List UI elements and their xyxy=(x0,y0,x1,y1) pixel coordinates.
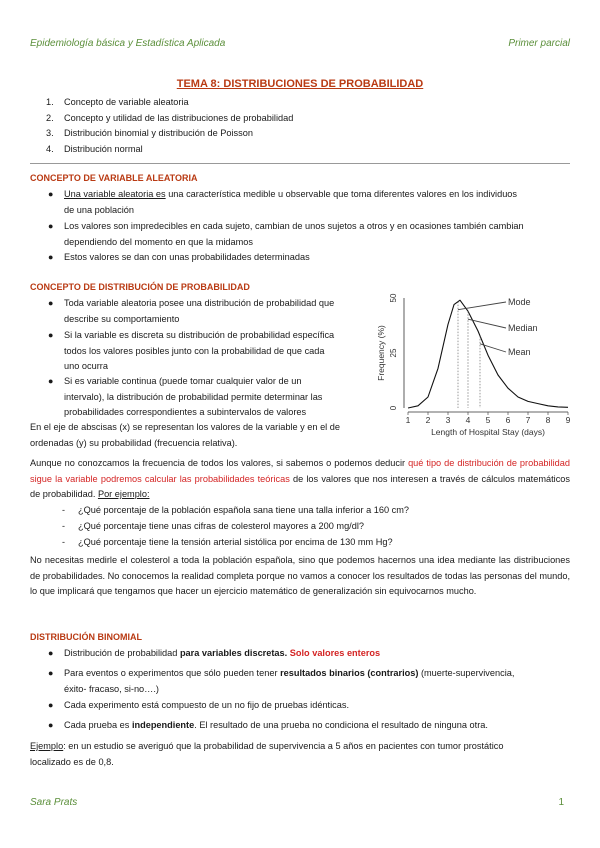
bullet-item: ● Toda variable aleatoria posee una distribución de probabilidad que describe su comportamiento xyxy=(48,298,335,324)
x-tick-label: 9 xyxy=(565,415,571,425)
header-exam: Primer parcial xyxy=(508,38,570,49)
x-tick-label: 5 xyxy=(485,415,491,425)
paragraph-example: Ejemplo: en un estudio se averiguó que la probabilidad de supervivencia a 5 años en pacientes con tumor prostático localizado es de 0,8. xyxy=(30,741,504,767)
bullet-item: ● Cada prueba es independiente. El resultado de una prueba no condiciona el resultado de ninguna otra. xyxy=(48,720,488,730)
toc-item: 1. Concepto de variable aleatoria xyxy=(46,97,189,107)
marker-arrow xyxy=(480,344,506,352)
toc-item: 2. Concepto y utilidad de las distribuciones de probabilidad xyxy=(46,112,294,123)
x-tick-label: 6 xyxy=(505,415,511,425)
y-tick-label: 25 xyxy=(389,348,399,358)
bullet-item: ● Cada experimento está compuesto de un no fijo de pruebas idénticas. xyxy=(48,700,349,710)
bullet-item: ● Si la variable es discreta su distribución de probabilidad específica todos los valores posibles junto con la probabilidad de que cada uno ocurra xyxy=(48,330,335,372)
x-tick-label: 2 xyxy=(425,415,431,425)
dash-item: - ¿Qué porcentaje tiene la tensión arterial sistólica por encima de 130 mm Hg? xyxy=(62,537,393,547)
dash-item: - ¿Qué porcentaje de la población española sana tiene una talla inferior a 160 cm? xyxy=(62,505,409,515)
y-tick-label: 50 xyxy=(389,293,399,303)
toc-item: 4. Distribución normal xyxy=(46,143,143,154)
section-heading-distribucion-probabilidad: CONCEPTO DE DISTRIBUCIÓN DE PROBABILIDAD xyxy=(30,282,250,292)
marker-label: Mean xyxy=(508,347,531,357)
y-tick-label: 0 xyxy=(389,405,399,411)
x-tick-label: 1 xyxy=(405,415,411,425)
x-tick-label: 7 xyxy=(525,415,531,425)
x-tick-label: 4 xyxy=(465,415,471,425)
bullet-item: ● Los valores son impredecibles en cada sujeto, cambian de unos sujetos a otros y en ocasiones también cambian dependiendo del momento en que la midamos xyxy=(48,221,524,247)
x-axis-label: Length of Hospital Stay (days) xyxy=(431,427,545,437)
paragraph-axes: En el eje de abscisas (x) se representan los valores de la variable y en el de ordenadas (y) su probabilidad (frecuencia relativa). xyxy=(30,422,340,448)
bullet-item: ● Estos valores se dan con unas probabilidades determinadas xyxy=(48,252,310,262)
paragraph-probability: Aunque no conozcamos la frecuencia de todos los valores, si sabemos o podemos deducir qué tipo de distribución de probabilidad sigue la variable podremos calcular las probabilidades teóricas de los valores que nos interesen a través de cálculos matemáticos de probabilidad. Por ejemplo: xyxy=(30,458,570,500)
toc-item: 3. Distribución binomial y distribución de Poisson xyxy=(46,128,253,138)
frequency-distribution-chart xyxy=(378,290,578,440)
dash-item: - ¿Qué porcentaje tiene unas cifras de colesterol mayores a 200 mg/dl? xyxy=(62,521,364,531)
footer-author: Sara Prats xyxy=(30,797,78,808)
section-heading-binomial: DISTRIBUCIÓN BINOMIAL xyxy=(30,632,142,642)
marker-arrow xyxy=(458,302,506,310)
x-tick-label: 3 xyxy=(445,415,451,425)
paragraph-cholesterol: No necesitas medirle el colesterol a toda la población española, sino que podemos hacernos una idea mediante las distribuciones de probabilidades. No conocemos la realidad completa porque no vamos a conocer los resultados de todas las personas del mundo, lo que implicará que tengamos que hacer un ejercicio matemático de generalización sin equivocarnos mucho. xyxy=(30,555,570,597)
marker-label: Mode xyxy=(508,297,531,307)
bullet-item: ● Distribución de probabilidad para variables discretas. Solo valores enteros xyxy=(48,648,381,658)
section-heading-variable-aleatoria: CONCEPTO DE VARIABLE ALEATORIA xyxy=(30,173,198,183)
distribution-curve xyxy=(408,300,568,408)
table-of-contents xyxy=(46,95,293,157)
y-axis-label: Frequency (%) xyxy=(376,325,386,381)
page-title: TEMA 8: DISTRIBUCIONES DE PROBABILIDAD xyxy=(176,78,424,90)
marker-label: Median xyxy=(508,323,538,333)
bullet-item: ● Si es variable continua (puede tomar cualquier valor de un intervalo), la distribución de probabilidad permite determinar las probabilidades correspondientes a subintervalos de valores xyxy=(48,376,323,418)
bullet-item: ● Una variable aleatoria es una característica medible u observable que toma diferentes valores en los individuos de una población xyxy=(48,189,518,215)
page-number: 1 xyxy=(558,797,564,808)
bullet-item: ● Para eventos o experimentos que sólo pueden tener resultados binarios (contrarios) (muerte-supervivencia, éxito- fracaso, si-no….) xyxy=(48,668,515,694)
divider xyxy=(30,163,570,164)
header-subject: Epidemiología básica y Estadística Aplicada xyxy=(30,38,226,49)
x-tick-label: 8 xyxy=(545,415,551,425)
